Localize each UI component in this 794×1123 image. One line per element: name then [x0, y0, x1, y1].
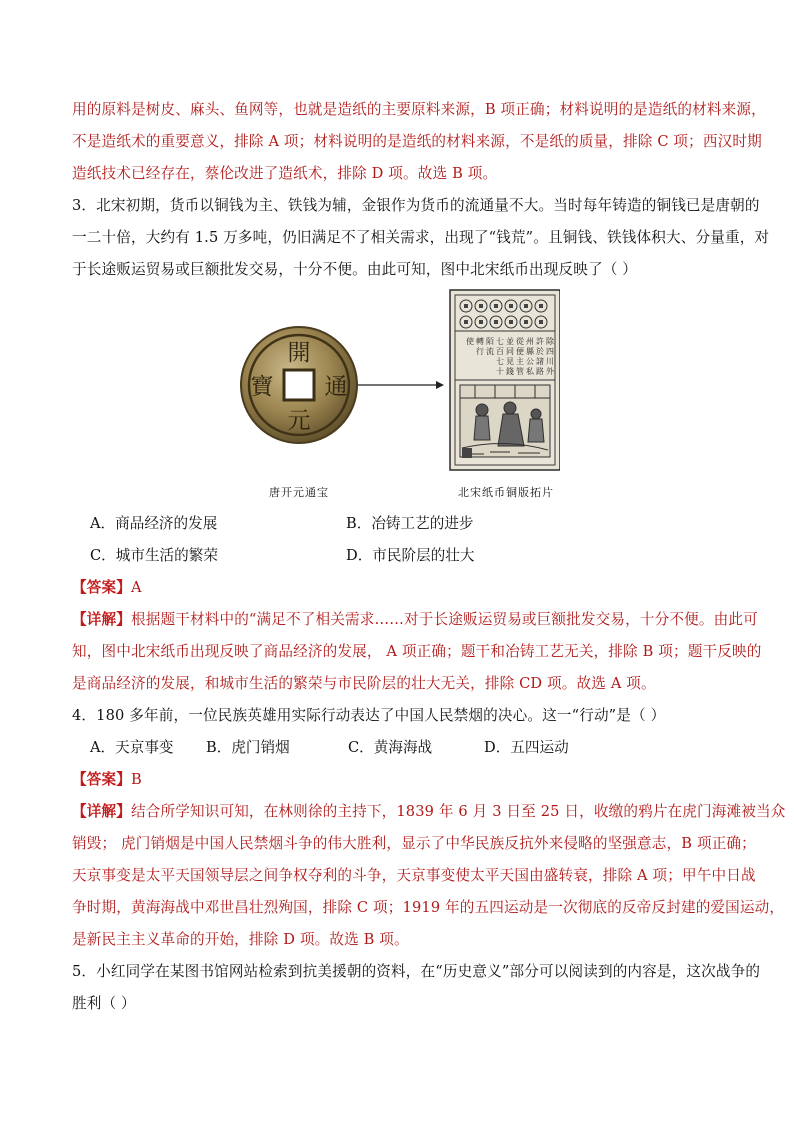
- question-5-stem: 胜利（ ）: [72, 995, 136, 1012]
- option-d: D．五四运动: [484, 739, 569, 756]
- svg-text:行: 行: [476, 347, 484, 356]
- svg-text:七: 七: [496, 337, 504, 346]
- svg-text:公: 公: [526, 357, 534, 366]
- answer-tag: 【答案】: [72, 771, 131, 788]
- svg-text:使: 使: [466, 337, 474, 346]
- kaiyuan-coin-image: [241, 327, 357, 443]
- option-b: B．虎门销烟: [206, 739, 290, 756]
- question-3-stem: 3．北宋初期，货币以铜钱为主、铁钱为辅，金银作为货币的流通量不大。当时每年铸造的铜钱已是唐朝的: [72, 197, 760, 214]
- svg-text:元: 元: [287, 408, 311, 434]
- svg-text:從: 從: [516, 337, 524, 346]
- svg-text:七: 七: [496, 357, 504, 366]
- svg-text:除: 除: [546, 337, 554, 346]
- detail-line: 是商品经济的发展，和城市生活的繁荣与市民阶层的壮大无关，排除 CD 项。故选 A 项。: [72, 675, 656, 692]
- option-b: B．冶铸工艺的进步: [346, 515, 474, 532]
- svg-text:陌: 陌: [486, 337, 494, 346]
- question-3-detail: [72, 610, 758, 630]
- svg-text:主: 主: [516, 357, 524, 366]
- svg-text:私: 私: [526, 367, 534, 376]
- detail-line: 争时期，黄海海战中邓世昌壮烈殉国，排除 C 项；1919 年的五四运动是一次彻底的反帝反封建的爱国运动，: [72, 899, 785, 916]
- svg-text:開: 開: [287, 340, 311, 366]
- svg-text:州: 州: [526, 337, 534, 346]
- svg-text:流: 流: [486, 347, 494, 356]
- option-a: A．天京事变: [90, 739, 174, 756]
- detail-line: 造纸技术已经存在，蔡伦改进了造纸术，排除 D 项。故选 B 项。: [72, 165, 498, 182]
- svg-text:百: 百: [496, 347, 504, 356]
- detail-line: 天京事变是太平天国领导层之间争权夺利的斗争，天京事变使太平天国由盛转衰，排除 A 项；甲午中日战: [72, 867, 756, 884]
- detail-line: 知，图中北宋纸币出现反映了商品经济的发展， A 项正确；题干和冶铸工艺无关，排除 B 项；题干反映的: [72, 643, 762, 660]
- question-4-detail: [72, 802, 786, 822]
- detail-line: 结合所学知识可知，在林则徐的主持下，1839 年 6 月 3 日至 25 日，收缴的鸦片在虎门海滩被当众: [130, 803, 786, 820]
- svg-text:通: 通: [324, 374, 348, 400]
- arrow-icon: [358, 381, 444, 389]
- svg-text:同: 同: [506, 347, 514, 356]
- banknote-caption: 北宋纸币铜版拓片: [458, 486, 554, 499]
- svg-text:寶: 寶: [250, 374, 274, 400]
- coin-caption: 唐开元通宝: [269, 486, 329, 499]
- song-banknote-image: [450, 290, 560, 470]
- option-c: C．黄海海战: [348, 739, 433, 756]
- detail-line: 根据题干材料中的“满足不了相关需求……对于长途贩运贸易或巨额批发交易，十分不便。由此可: [130, 611, 758, 628]
- svg-text:於: 於: [536, 347, 544, 356]
- svg-text:十: 十: [496, 367, 504, 376]
- detail-line: 用的原料是树皮、麻头、鱼网等，也就是造纸的主要原料来源，B 项正确；材料说明的是造纸的材料来源，: [72, 101, 766, 118]
- svg-text:轉: 轉: [476, 337, 484, 346]
- svg-text:管: 管: [516, 367, 524, 376]
- svg-text:外: 外: [546, 367, 554, 376]
- svg-text:便: 便: [516, 347, 524, 356]
- answer-tag: 【答案】: [72, 579, 131, 596]
- question-4-stem: 4．180 多年前，一位民族英雄用实际行动表达了中国人民禁烟的决心。这一“行动”是（ ）: [72, 707, 666, 724]
- answer-value: A: [130, 579, 142, 596]
- answer-value: B: [130, 771, 142, 788]
- question-3-answer: [72, 578, 142, 598]
- question-3-stem: 一二十倍，大约有 1.5 万多吨，仍旧满足不了相关需求，出现了“钱荒”。且铜钱、铁钱体积大、分量重，对: [72, 229, 770, 246]
- svg-text:並: 並: [506, 337, 514, 346]
- coin-and-banknote-figure: [240, 288, 560, 500]
- option-c: C．城市生活的繁荣: [90, 547, 218, 564]
- question-3-stem: 于长途贩运贸易或巨额批发交易，十分不便。由此可知，图中北宋纸币出现反映了（ ）: [72, 261, 638, 278]
- svg-text:許: 許: [536, 337, 544, 346]
- detail-line: 是新民主主义革命的开始，排除 D 项。故选 B 项。: [72, 931, 409, 948]
- svg-text:縣: 縣: [526, 347, 534, 356]
- option-a: A．商品经济的发展: [90, 515, 218, 532]
- detail-line: 销毁； 虎门销烟是中国人民禁烟斗争的伟大胜利，显示了中华民族反抗外来侵略的坚强意志，B 项正确；: [72, 835, 756, 852]
- question-5-stem: 5．小红同学在某图书馆网站检索到抗美援朝的资料，在“历史意义”部分可以阅读到的内容是，这次战争的: [72, 963, 761, 980]
- question-3-figure: [240, 288, 560, 500]
- detail-tag: 【详解】: [72, 611, 131, 628]
- svg-text:路: 路: [536, 367, 544, 376]
- svg-text:見: 見: [506, 357, 514, 366]
- question-4-answer: [72, 770, 142, 790]
- svg-text:川: 川: [546, 357, 554, 366]
- svg-text:諸: 諸: [536, 357, 544, 366]
- detail-line: 不是造纸术的重要意义，排除 A 项；材料说明的是造纸的材料来源，不是纸的质量，排除 C 项；西汉时期: [72, 133, 762, 150]
- svg-text:四: 四: [546, 347, 554, 356]
- svg-text:錢: 錢: [506, 367, 514, 376]
- detail-tag: 【详解】: [72, 803, 131, 820]
- option-d: D．市民阶层的壮大: [346, 547, 475, 564]
